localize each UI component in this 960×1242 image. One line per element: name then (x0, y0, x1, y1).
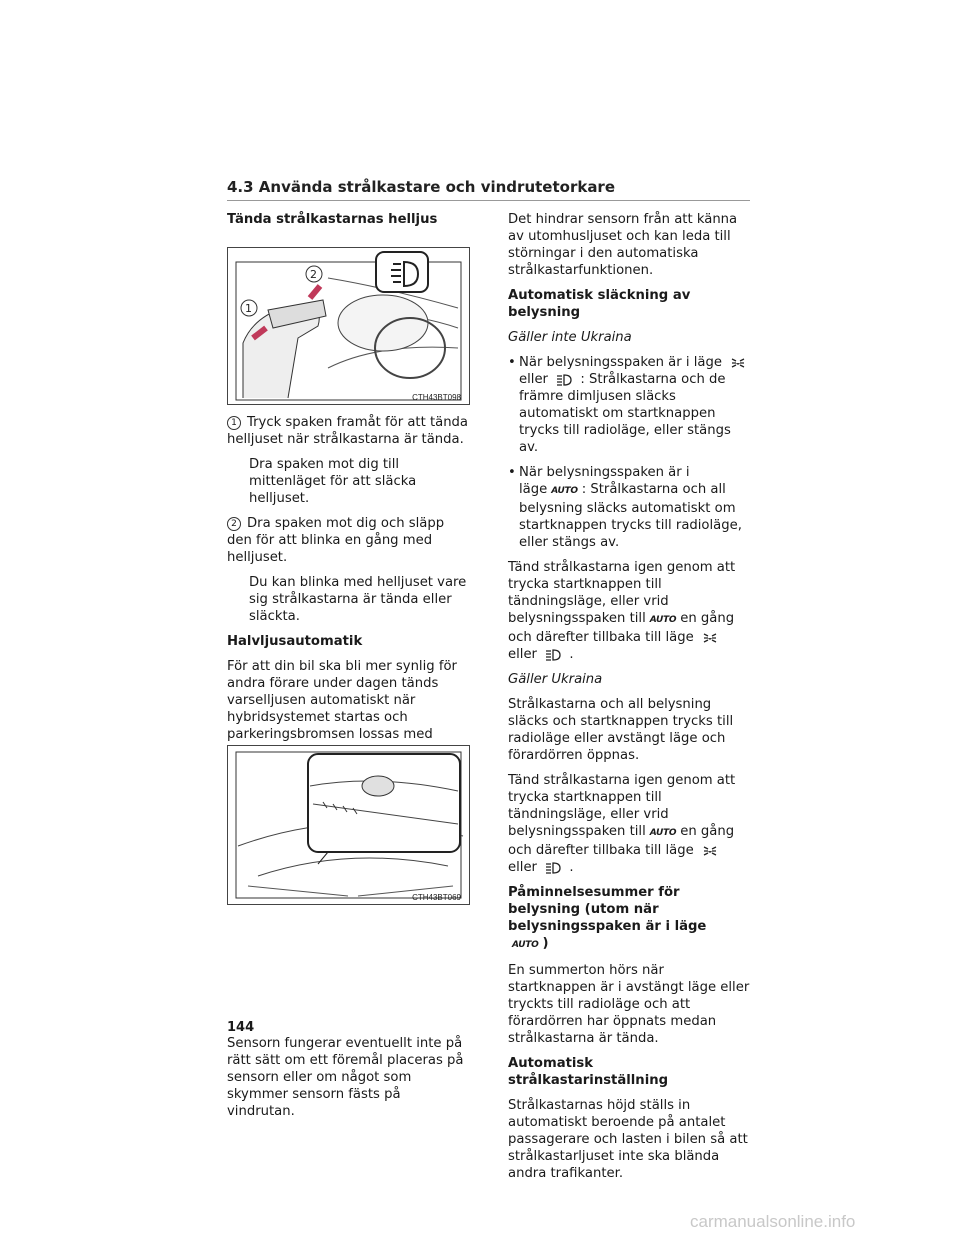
leveling-paragraph: Strålkastarnas höjd ställs in automatiskt beroende på antalet passagerare och lasten i bilen så att strålkastarljuset inte ska blända andra trafikanter. (508, 1098, 748, 1181)
sensor-illustration (227, 745, 470, 905)
headlight-icon (556, 374, 572, 386)
step-1: 1 Tryck spaken framåt för att tända helljuset när strålkastarna är tända. (227, 415, 469, 447)
ukraine-note: Gäller Ukraina (508, 672, 603, 687)
intro-paragraph: Det hindrar sensorn från att känna av utomhusljuset och kan leda till störningar i den automatiska strålkastarfunktionen. (508, 212, 738, 278)
ukraine-paragraph: Strålkastarna och all belysning släcks och startknappen trycks till radioläge eller avstängt läge och förardörren öppnas. (508, 697, 734, 763)
heading-high-beam: Tända strålkastarnas helljus (227, 212, 438, 227)
heading-auto-off: Automatisk släckning av belysning (508, 288, 691, 320)
section-title: 4.3 Använda strålkastare och vindrutetorkare (227, 178, 616, 196)
position-light-icon (702, 845, 718, 857)
headlight-icon (545, 862, 561, 874)
bullet-2: • När belysningsspaken är i läge AUTO : Strålkastarna och all belysning släcks automatiskt om startknappen trycks till radioläge, eller stängs av. (508, 464, 753, 551)
position-light-icon (730, 357, 746, 369)
right-column (508, 211, 753, 1190)
heading-dlr: Halvljusautomatik (227, 634, 363, 649)
buzzer-paragraph: En summerton hörs när startknappen är i avstängt läge eller tryckts till radioläge och att förardörren har öppnats medan strålkastarna är tända. (508, 963, 750, 1046)
header-divider (227, 200, 750, 201)
lever-illustration (227, 247, 470, 405)
step-1-sub: Dra spaken mot dig till mittenläget för att släcka helljuset. (249, 457, 417, 506)
headlight-icon (545, 649, 561, 661)
auto-icon: AUTO (649, 828, 677, 838)
step-2: 2 Dra spaken mot dig och släpp den för att blinka en gång med helljuset. (227, 516, 445, 565)
figure-1-code: CTH43BT098 (412, 393, 461, 402)
step-2-number: 2 (227, 517, 241, 531)
svg-text:2: 2 (310, 268, 317, 281)
auto-icon: AUTO (551, 486, 578, 496)
relight-paragraph-2: Tänd strålkastarna igen genom att trycka startknappen till tändningsläge, eller vrid belysningsspaken till AUTO en gång och därefter tillbaka till läge eller . (508, 773, 736, 875)
not-ukraine-note: Gäller inte Ukraina (508, 330, 632, 345)
watermark: carmanualsonline.info (690, 1212, 856, 1231)
sensor-paragraph: Sensorn fungerar eventuellt inte på rätt sätt om ett föremål placeras på sensorn eller om något som skymmer sensorn fästs på vindrutan. (227, 1036, 464, 1119)
svg-text:1: 1 (245, 302, 252, 315)
auto-icon: AUTO (512, 940, 539, 950)
relight-paragraph: Tänd strålkastarna igen genom att trycka startknappen till tändningsläge, eller vrid belysningsspaken till AUTO en gång och därefter tillbaka till läge eller . (508, 560, 736, 662)
lever-drawing (228, 248, 469, 404)
auto-icon: AUTO (649, 615, 677, 625)
page-number: 144 (227, 1020, 255, 1035)
sensor-drawing (228, 746, 469, 904)
position-light-icon (702, 632, 718, 644)
step-2-sub: Du kan blinka med helljuset vare sig strålkastarna är tända eller släckta. (249, 575, 467, 624)
figure-2-code: CTH43BT069 (412, 893, 461, 902)
dlr-paragraph: För att din bil ska bli mer synlig för andra förare under dagen tänds varselljusen automatiskt när hybridsystemet startas och parkeringsbromsen lossas med (227, 658, 472, 830)
step-1-number: 1 (227, 416, 241, 430)
bullet-1: • När belysningsspaken är i läge eller : Strålkastarna och de främre dimljusen släcks automatiskt om startknappen trycks till radioläge, eller stängs av. (508, 354, 753, 456)
heading-buzzer: Påminnelsesummer för belysning (utom när belysningsspaken är i läge AUTO ) (508, 885, 707, 951)
heading-leveling: Automatisk strålkastarinställning (508, 1056, 669, 1088)
